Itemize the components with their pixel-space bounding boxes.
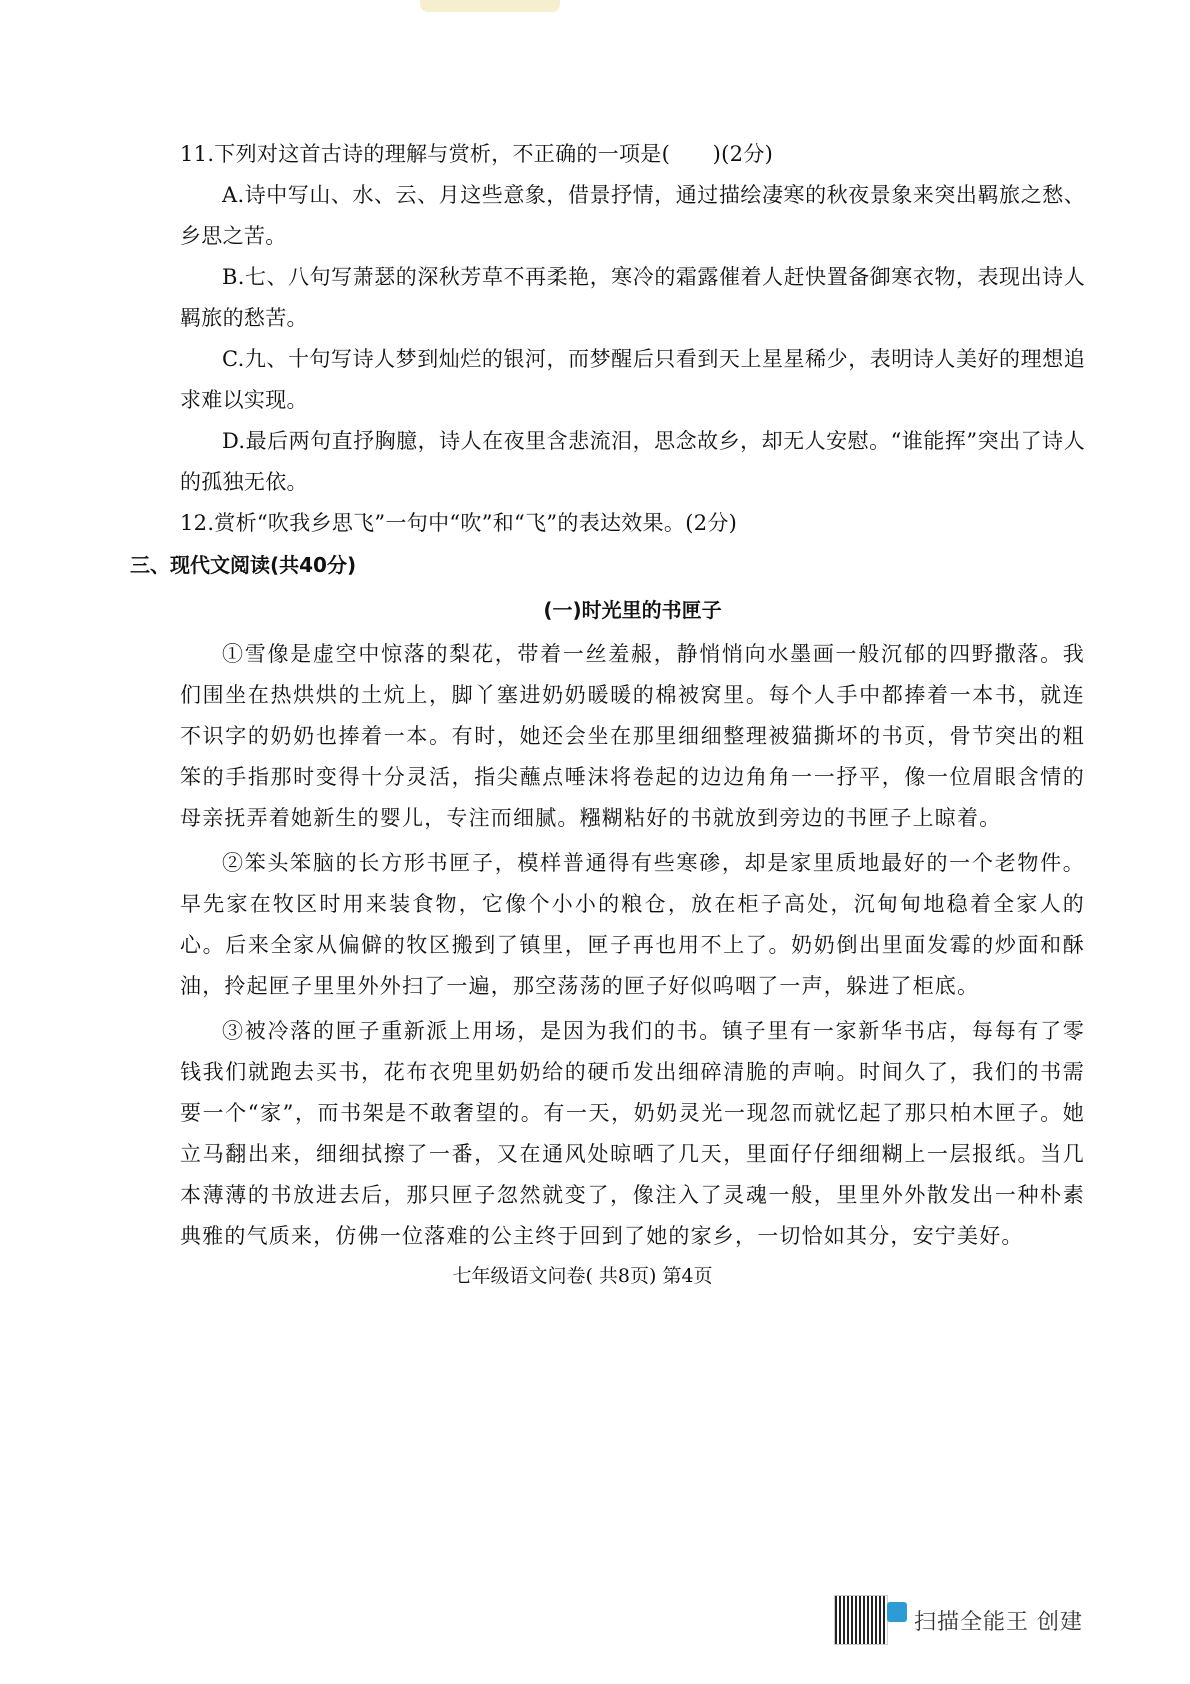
question-11: 11.下列对这首古诗的理解与赏析，不正确的一项是( )(2分) bbox=[180, 142, 774, 166]
page-footer: 七年级语文问卷( 共8页) 第4页 bbox=[452, 1265, 713, 1287]
watermark-text: 扫描全能王 创建 bbox=[914, 1609, 1083, 1635]
passage-title: (一)时光里的书匣子 bbox=[543, 598, 722, 622]
passage-paragraph-1: ①雪像是虚空中惊落的梨花，带着一丝羞赧，静悄悄向水墨画一般沉郁的四野撒落。我们围坐在热烘烘的土炕上，脚丫塞进奶奶暖暖的棉被窝里。每个人手中都捧着一本书，就连不识字的奶奶也捧着一本。有时，她还会坐在那里细细整理被猫撕坏的书页，骨节突出的粗笨的手指那时变得十分灵活，指尖蘸点唾沫将卷起的边边角角一一抒平，像一位眉眼含情的母亲抚弄着她新生的婴儿，专注而细腻。糨糊粘好的书就放到旁边的书匣子上晾着。 bbox=[180, 642, 1085, 830]
top-edge-smudge bbox=[420, 0, 560, 12]
qr-code-icon bbox=[834, 1595, 888, 1645]
question-12: 12.赏析“吹我乡思飞”一句中“吹”和“飞”的表达效果。(2分) bbox=[180, 511, 738, 535]
passage-paragraph-2: ②笨头笨脑的长方形书匣子，模样普通得有些寒碜，却是家里质地最好的一个老物件。早先家在牧区时用来装食物，它像个小小的粮仓，放在柜子高处，沉甸甸地稳着全家人的心。后来全家从偏僻的牧区搬到了镇里，匣子再也用不上了。奶奶倒出里面发霉的炒面和酥油，拎起匣子里里外外扫了一遍，那空荡荡的匣子好似呜咽了一声，躲进了柜底。 bbox=[180, 851, 1085, 998]
passage-paragraph-3: ③被冷落的匣子重新派上用场，是因为我们的书。镇子里有一家新华书店，每每有了零钱我们就跑去买书，花布衣兜里奶奶给的硬币发出细碎清脆的声响。时间久了，我们的书需要一个“家”，而书架是不敢奢望的。有一天，奶奶灵光一现忽而就忆起了那只柏木匣子。她立马翻出来，细细拭擦了一番，又在通风处晾晒了几天，里面仔仔细细糊上一层报纸。当几本薄薄的书放进去后，那只匣子忽然就变了，像注入了灵魂一般，里里外外散发出一种朴素典雅的气质来，仿佛一位落难的公主终于回到了她的家乡，一切恰如其分，安宁美好。 bbox=[180, 1019, 1085, 1248]
exam-page-content bbox=[130, 134, 1085, 1291]
camscanner-logo-icon bbox=[887, 1602, 907, 1622]
option-b: B.七、八句写萧瑟的深秋芳草不再柔艳，寒冷的霜露催着人赶快置备御寒衣物，表现出诗人羁旅的愁苦。 bbox=[180, 265, 1085, 330]
option-d: D.最后两句直抒胸臆，诗人在夜里含悲流泪，思念故乡，却无人安慰。“谁能挥”突出了诗人的孤独无依。 bbox=[180, 429, 1085, 494]
option-a: A.诗中写山、水、云、月这些意象，借景抒情，通过描绘凄寒的秋夜景象来突出羁旅之愁、乡思之苦。 bbox=[180, 183, 1085, 248]
scanner-watermark bbox=[834, 1595, 1083, 1645]
option-c: C.九、十句写诗人梦到灿烂的银河，而梦醒后只看到天上星星稀少，表明诗人美好的理想追求难以实现。 bbox=[180, 347, 1085, 412]
section-heading: 三、现代文阅读(共40分) bbox=[130, 553, 357, 577]
